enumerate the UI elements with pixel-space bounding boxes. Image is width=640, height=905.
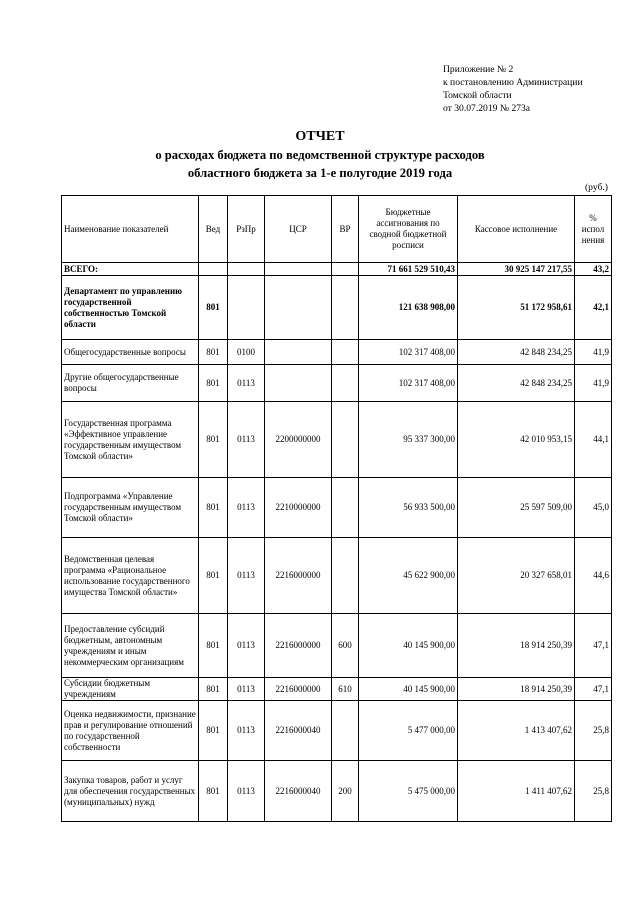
cell-budget: 102 317 408,00	[359, 365, 458, 402]
title-sub-2: областного бюджета за 1-е полугодие 2019 года	[187, 166, 453, 180]
cell-budget: 102 317 408,00	[359, 340, 458, 365]
table-row	[62, 701, 612, 761]
cell-budget: 40 145 900,00	[359, 678, 458, 701]
table-row	[62, 614, 612, 678]
cell-percent: 25,8	[575, 701, 612, 761]
cell-vr	[332, 340, 359, 365]
header-ved: Вед	[199, 196, 228, 263]
cell-name: Закупка товаров, работ и услуг для обеспечения государственных (муниципальных) нужд	[62, 761, 199, 822]
cell-csr: 2216000000	[265, 678, 332, 701]
cell-csr	[265, 340, 332, 365]
total-row	[62, 263, 612, 276]
cell-vr	[332, 276, 359, 340]
cell-csr: 2210000000	[265, 478, 332, 538]
cell-vr	[332, 701, 359, 761]
cell-budget: 5 477 000,00	[359, 701, 458, 761]
header-rzpr: РзПр	[228, 196, 265, 263]
header-name: Наименование показателей	[62, 196, 199, 263]
cell-csr	[265, 365, 332, 402]
cell-ved: 801	[199, 365, 228, 402]
cell-percent: 41,9	[575, 340, 612, 365]
cell-name: Оценка недвижимости, признание прав и регулирование отношений по государственной собственности	[62, 701, 199, 761]
cell-ved: 801	[199, 402, 228, 478]
cell-name: Предоставление субсидий бюджетным, автономным учреждениям и иным некоммерческим организациям	[62, 614, 199, 678]
title-main: ОТЧЕТ	[295, 129, 345, 144]
cell-ved: 801	[199, 538, 228, 614]
expenditure-table	[61, 195, 612, 822]
annex-block	[443, 63, 583, 115]
cell-rzpr: 0113	[228, 614, 265, 678]
cell-name: Государственная программа «Эффективное управление государственным имуществом Томской области»	[62, 402, 199, 478]
table-body	[62, 263, 612, 822]
table-row	[62, 276, 612, 340]
report-title	[0, 127, 640, 182]
cell-ved: 801	[199, 761, 228, 822]
table-row	[62, 678, 612, 701]
cell-name: Ведомственная целевая программа «Рациональное использование государственного имущества Томской области»	[62, 538, 199, 614]
cell-name: Общегосударственные вопросы	[62, 340, 199, 365]
table-row	[62, 340, 612, 365]
cell-cash: 18 914 250,39	[458, 614, 575, 678]
cell-percent: 47,1	[575, 678, 612, 701]
cell-rzpr	[228, 276, 265, 340]
cell-percent: 45,0	[575, 478, 612, 538]
annex-line-1: Приложение № 2	[443, 64, 514, 75]
cell-rzpr: 0100	[228, 340, 265, 365]
cell-vr: 200	[332, 761, 359, 822]
cell-rzpr: 0113	[228, 402, 265, 478]
cell-cash: 18 914 250,39	[458, 678, 575, 701]
header-budget: Бюджетные ассигнования по сводной бюджетной росписи	[359, 196, 458, 263]
table-row	[62, 478, 612, 538]
cell-budget: 5 475 000,00	[359, 761, 458, 822]
cell-cash: 25 597 509,00	[458, 478, 575, 538]
cell-percent: 47,1	[575, 614, 612, 678]
cell-vr: 600	[332, 614, 359, 678]
cell-percent: 42,1	[575, 276, 612, 340]
cell-cash: 42 848 234,25	[458, 340, 575, 365]
cell-rzpr: 0113	[228, 701, 265, 761]
title-sub-1: о расходах бюджета по ведомственной структуре расходов	[155, 148, 485, 162]
table-row	[62, 365, 612, 402]
cell-vr	[332, 402, 359, 478]
cell-budget: 95 337 300,00	[359, 402, 458, 478]
cell-ved: 801	[199, 340, 228, 365]
cell-csr: 2216000040	[265, 701, 332, 761]
cell-percent: 25,8	[575, 761, 612, 822]
cell-ved: 801	[199, 276, 228, 340]
annex-line-2: к постановлению Администрации	[443, 77, 583, 88]
cell-cash: 20 327 658,01	[458, 538, 575, 614]
cell-csr	[265, 276, 332, 340]
cell-budget: 121 638 908,00	[359, 276, 458, 340]
cell-rzpr: 0113	[228, 478, 265, 538]
cell-vr	[332, 478, 359, 538]
cell-vr: 610	[332, 678, 359, 701]
cell-ved: 801	[199, 678, 228, 701]
cell-rzpr: 0113	[228, 678, 265, 701]
cell-csr: 2216000000	[265, 538, 332, 614]
annex-line-3: Томской области	[443, 90, 512, 101]
cell-name: Другие общегосударственные вопросы	[62, 365, 199, 402]
cell-name: Подпрограмма «Управление государственным имуществом Томской области»	[62, 478, 199, 538]
header-percent: % испол нения	[575, 196, 612, 263]
cell-budget: 45 622 900,00	[359, 538, 458, 614]
cell-percent: 41,9	[575, 365, 612, 402]
cell-ved: 801	[199, 478, 228, 538]
cell-name: Департамент по управлению государственной собственностью Томской области	[62, 276, 199, 340]
table-header-row	[62, 196, 612, 263]
cell-cash: 42 848 234,25	[458, 365, 575, 402]
table-row	[62, 761, 612, 822]
cell-cash: 51 172 958,61	[458, 276, 575, 340]
cell-cash: 1 413 407,62	[458, 701, 575, 761]
cell-cash: 1 411 407,62	[458, 761, 575, 822]
cell-csr: 2216000000	[265, 614, 332, 678]
header-cash: Кассовое исполнение	[458, 196, 575, 263]
table-row	[62, 402, 612, 478]
cell-cash: 42 010 953,15	[458, 402, 575, 478]
total-budget: 71 661 529 510,43	[359, 263, 458, 276]
cell-rzpr: 0113	[228, 365, 265, 402]
total-label: ВСЕГО:	[62, 263, 199, 276]
total-percent: 43,2	[575, 263, 612, 276]
cell-ved: 801	[199, 614, 228, 678]
annex-line-4: от 30.07.2019 № 273а	[443, 103, 531, 114]
cell-vr	[332, 538, 359, 614]
cell-percent: 44,1	[575, 402, 612, 478]
cell-budget: 40 145 900,00	[359, 614, 458, 678]
cell-csr: 2216000040	[265, 761, 332, 822]
cell-budget: 56 933 500,00	[359, 478, 458, 538]
header-csr: ЦСР	[265, 196, 332, 263]
table-row	[62, 538, 612, 614]
cell-rzpr: 0113	[228, 538, 265, 614]
header-vr: ВР	[332, 196, 359, 263]
cell-csr: 2200000000	[265, 402, 332, 478]
cell-rzpr: 0113	[228, 761, 265, 822]
cell-vr	[332, 365, 359, 402]
cell-percent: 44,6	[575, 538, 612, 614]
cell-name: Субсидии бюджетным учреждениям	[62, 678, 199, 701]
total-cash: 30 925 147 217,55	[458, 263, 575, 276]
currency-unit: (руб.)	[584, 182, 608, 193]
cell-ved: 801	[199, 701, 228, 761]
